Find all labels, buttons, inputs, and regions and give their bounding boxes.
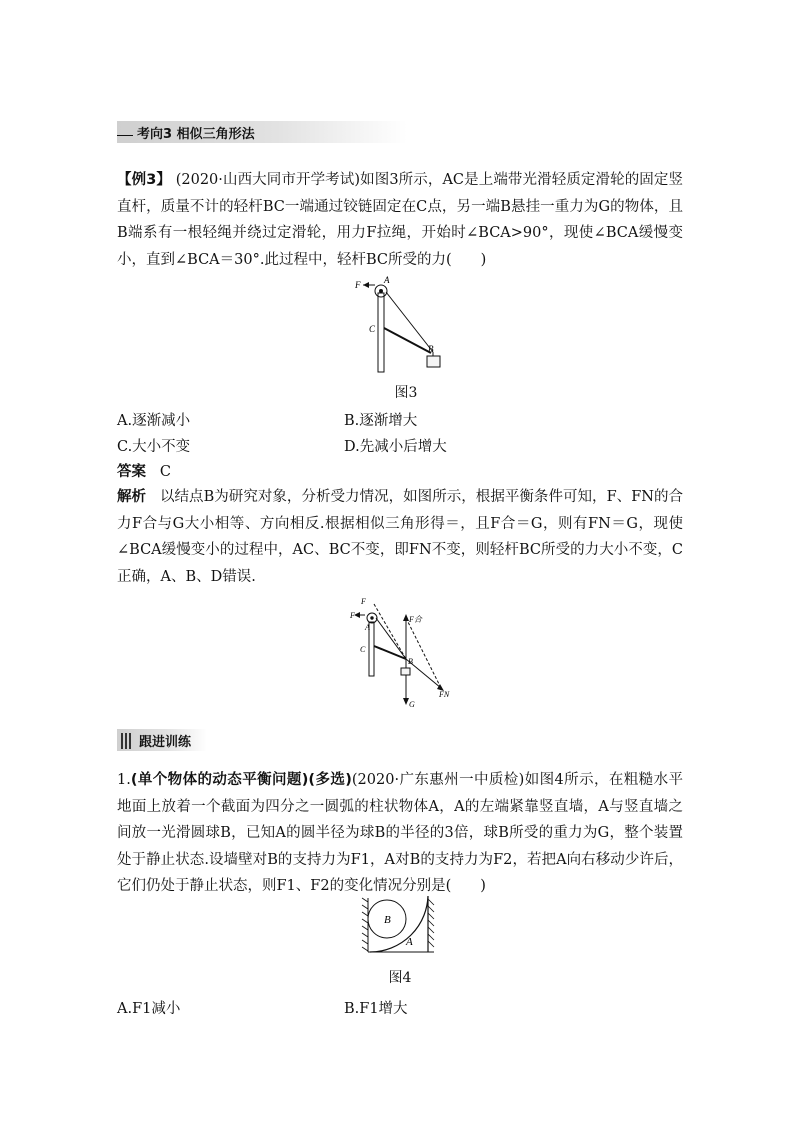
wall-hatching — [362, 898, 368, 951]
arrow-icon — [354, 612, 360, 618]
heading-dash — [117, 135, 133, 136]
example-text: (2020·山西大同市开学考试)如图3所示，AC是上端带光滑轻质定滑轮的固定竖直杆，质量不计的轻杆BC一端通过铰链固定在C点，另一端B悬挂一重力为G的物体，且B端系有一根轻绳并绕过定滑轮，用力F拉绳，开始时∠BCA>90°，现使∠BCA缓慢变小，直到∠BCA＝30°.此过程中，轻杆BC所受的力( ) — [117, 172, 684, 268]
rope-ab — [386, 292, 433, 352]
heading-bars-icon — [121, 733, 133, 749]
label-A: A — [384, 275, 390, 285]
label-B: B — [408, 657, 413, 666]
label-A: A — [406, 936, 413, 948]
question-title: (单个物体的动态平衡问题)(多选) — [130, 772, 352, 788]
label-F: F — [355, 280, 361, 290]
label-F: F — [350, 611, 355, 620]
analysis-text: 以结点B为研究对象，分析受力情况，如图所示，根据平衡条件可知，F、FN的合力F合与G大小相等、方向相反.根据相似三角形得＝，且F合＝G，则有FN＝G，现使∠BCA缓慢变小的过程中，AC、BC不变，即FN不变，则轻杆BC所受的力大小不变，C正确，A、B、D错误. — [117, 489, 683, 585]
question-paragraph — [117, 767, 683, 900]
label-G: G — [409, 700, 415, 709]
option-b: B.F1增大 — [344, 1001, 408, 1017]
example-tag: 【例3】 — [117, 172, 171, 188]
answer-label: 答案 — [117, 464, 146, 480]
answer-value: C — [159, 464, 171, 480]
analysis-paragraph — [117, 484, 683, 590]
figure-4 — [356, 896, 446, 956]
figure-3-caption: 图3 — [394, 385, 418, 401]
label-C: C — [360, 645, 366, 654]
example-paragraph — [117, 167, 683, 273]
question-number: 1. — [117, 772, 131, 788]
dashed-line — [374, 604, 406, 659]
label-C: C — [369, 324, 376, 334]
label-F-top: F — [361, 597, 366, 606]
option-b: B.逐渐增大 — [344, 413, 418, 429]
analysis-label: 解析 — [117, 489, 147, 505]
section-heading-label: 考向3 相似三角形法 — [137, 127, 255, 142]
arrow-icon — [363, 282, 369, 288]
force-analysis-figure — [345, 596, 465, 710]
hanging-block — [401, 668, 410, 675]
option-a: A.F1减小 — [117, 1001, 181, 1017]
section-heading — [117, 121, 407, 143]
label-FN: FN — [439, 690, 450, 699]
hanging-block — [427, 356, 440, 367]
label-B: B — [428, 344, 434, 354]
label-F-he: F合 — [409, 615, 422, 624]
option-d: D.先减小后增大 — [344, 439, 447, 455]
block-hatching — [428, 899, 434, 947]
label-B: B — [384, 914, 391, 926]
figure-4-caption: 图4 — [388, 970, 412, 986]
figure-3 — [355, 274, 455, 378]
section-heading-practice — [117, 729, 207, 751]
label-A: A — [365, 623, 370, 632]
dashed-line — [406, 618, 441, 688]
option-a: A.逐渐减小 — [117, 413, 191, 429]
question-text: (2020·广东惠州一中质检)如图4所示，在粗糙水平地面上放着一个截面为四分之一圆弧的柱状物体A，A的左端紧靠竖直墙，A与竖直墙之间放一光滑圆球B，已知A的圆半径为球B的半径的3倍，球B所受的重力为G，整个装置处于静止状态.设墙壁对B的支持力为F1，A对B的支持力为F2，若把A向右移动少许后，它们仍处于静止状态，则F1、F2的变化情况分别是( ) — [117, 772, 683, 894]
option-c: C.大小不变 — [117, 439, 191, 455]
answer-line — [117, 460, 171, 481]
vertical-pole — [378, 293, 384, 372]
section-heading-label: 跟进训练 — [139, 735, 192, 750]
